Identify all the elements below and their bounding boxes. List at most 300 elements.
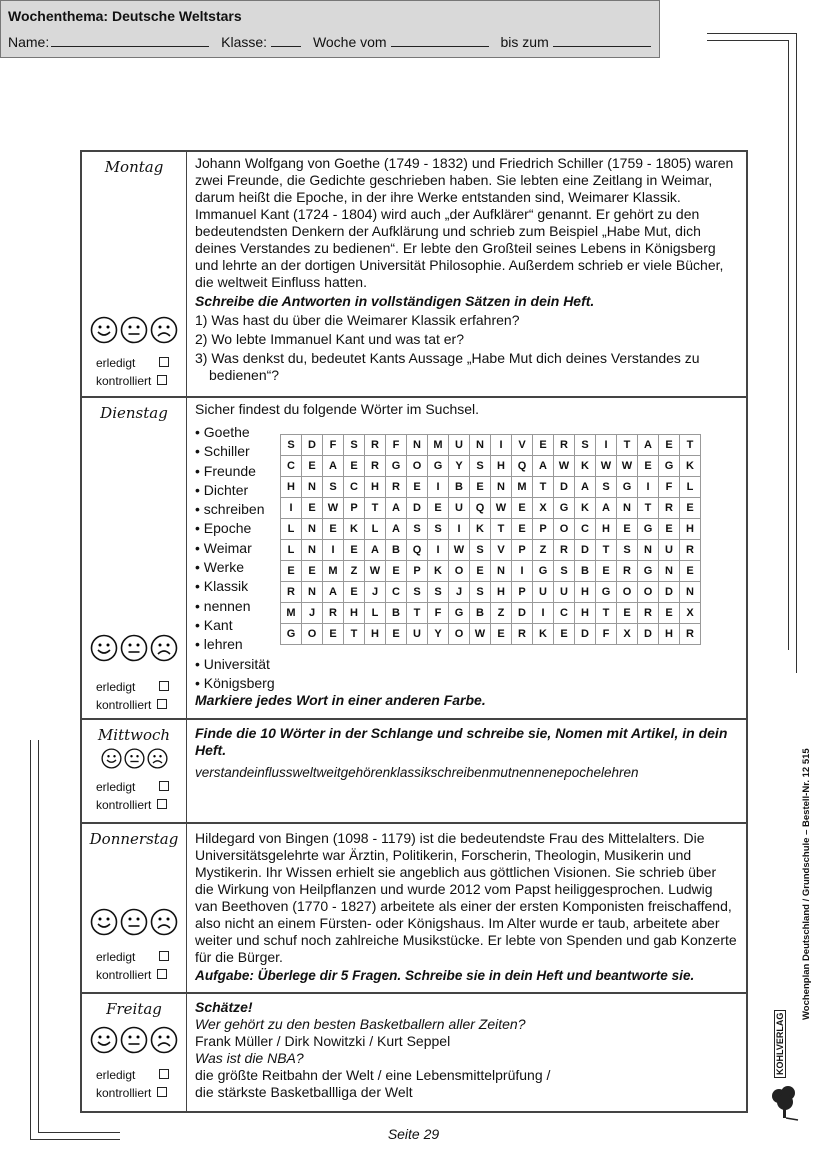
grid-cell[interactable]: I <box>596 435 617 456</box>
grid-cell[interactable]: A <box>386 498 407 519</box>
day-cell <box>82 994 187 1111</box>
grid-cell[interactable]: I <box>449 519 470 540</box>
day-row-dienstag <box>82 398 746 720</box>
grid-cell[interactable]: R <box>554 435 575 456</box>
grid-cell[interactable]: S <box>617 540 638 561</box>
frame-line <box>38 740 39 1132</box>
grid-cell[interactable]: I <box>323 540 344 561</box>
grid-cell[interactable]: N <box>407 435 428 456</box>
status-checkboxes <box>96 1066 169 1102</box>
grid-cell[interactable]: T <box>638 498 659 519</box>
grid-cell[interactable]: E <box>344 456 365 477</box>
publisher-sidebar <box>794 600 814 1020</box>
task-instruction: Finde die 10 Wörter in der Schlange und schreibe sie, Nomen mit Artikel, in dein Heft. <box>195 725 728 758</box>
grid-cell[interactable]: G <box>386 456 407 477</box>
neutral-face-icon[interactable] <box>120 908 148 936</box>
grid-cell[interactable]: T <box>680 435 701 456</box>
smiley-rating <box>82 748 186 774</box>
quiz-question: Wer gehört zu den besten Basketballern aller Zeiten? <box>195 1016 526 1032</box>
grid-cell[interactable]: E <box>680 561 701 582</box>
grid-cell[interactable]: G <box>638 561 659 582</box>
grid-cell[interactable]: T <box>617 435 638 456</box>
grid-cell[interactable]: D <box>638 624 659 645</box>
grid-cell[interactable]: S <box>428 582 449 603</box>
grid-cell[interactable]: S <box>344 435 365 456</box>
status-checkboxes <box>96 948 169 984</box>
bis-label: bis zum <box>500 34 549 50</box>
grid-cell[interactable]: L <box>281 519 302 540</box>
grid-cell[interactable]: K <box>533 624 554 645</box>
grid-cell[interactable]: V <box>491 540 512 561</box>
grid-cell[interactable]: R <box>554 540 575 561</box>
grid-cell[interactable]: E <box>680 498 701 519</box>
grid-row <box>281 582 701 603</box>
day-content <box>187 994 746 1111</box>
grid-cell[interactable]: E <box>554 624 575 645</box>
checked-label: kontrolliert <box>96 698 152 712</box>
word-list-item: • Weimar <box>195 539 252 556</box>
grid-cell[interactable]: N <box>302 540 323 561</box>
grid-cell[interactable]: F <box>659 477 680 498</box>
grid-cell[interactable]: G <box>659 456 680 477</box>
grid-cell[interactable]: E <box>617 519 638 540</box>
word-snake: verstandeinflussweltweitgehörenklassikschreibenmutnennenepochelehren <box>195 765 639 780</box>
sad-face-icon[interactable] <box>150 316 178 344</box>
grid-cell[interactable]: H <box>575 582 596 603</box>
woche-label: Woche vom <box>312 34 387 50</box>
grid-cell[interactable]: N <box>638 540 659 561</box>
grid-cell[interactable]: K <box>428 561 449 582</box>
grid-cell[interactable]: L <box>365 519 386 540</box>
grid-cell[interactable]: E <box>512 519 533 540</box>
grid-cell[interactable]: A <box>323 582 344 603</box>
grid-cell[interactable]: B <box>575 561 596 582</box>
grid-cell[interactable]: F <box>596 624 617 645</box>
grid-cell[interactable]: E <box>470 477 491 498</box>
grid-cell[interactable]: M <box>512 477 533 498</box>
grid-cell[interactable]: E <box>344 582 365 603</box>
grid-cell[interactable]: M <box>281 603 302 624</box>
happy-face-icon[interactable] <box>90 316 118 344</box>
grid-cell[interactable]: S <box>554 561 575 582</box>
grid-cell[interactable]: U <box>659 540 680 561</box>
word-list <box>195 423 275 693</box>
grid-cell[interactable]: D <box>407 498 428 519</box>
reading-text: Hildegard von Bingen (1098 - 1179) ist die bedeutendste Frau des Mittelalters. Die Universitätsgelehrte war Ärztin, Politikerin, Forscherin, Theologin, Musikerin und Mystikerin. Ihr Wissen erhielt sie angeblich aus göttlichen Visionen. Sie schrieb über die Wirkung von Heilpflanzen und wurde 2012 vom Papst heiliggesprochen. Ludwig van Beethoven (1770 - 1827) arbeitete als einer der ersten Komponisten freischaffend, also nicht an einem Fürsten- oder Königshaus. Im Alter wurde er taub, arbeitete aber weiter und schuf noch zahlreiche Musikstücke. Er lebte von Spenden und gab Konzerte für die Bürger. <box>195 830 737 965</box>
grid-cell[interactable]: F <box>386 435 407 456</box>
grid-cell[interactable]: O <box>449 624 470 645</box>
woche-blank[interactable] <box>391 46 489 47</box>
grid-cell[interactable]: J <box>302 603 323 624</box>
week-topic: Wochenthema: Deutsche Weltstars <box>8 8 242 24</box>
grid-cell[interactable]: S <box>470 582 491 603</box>
name-blank[interactable] <box>51 46 209 47</box>
grid-cell[interactable]: T <box>533 477 554 498</box>
grid-cell[interactable]: I <box>638 477 659 498</box>
grid-cell[interactable]: X <box>533 498 554 519</box>
grid-cell[interactable]: M <box>428 435 449 456</box>
task-instruction: Markiere jedes Wort in einer anderen Farbe. <box>195 692 486 708</box>
grid-cell[interactable]: Y <box>449 456 470 477</box>
day-row-freitag <box>82 994 746 1111</box>
smiley-rating <box>82 908 186 941</box>
checked-label: kontrolliert <box>96 374 152 388</box>
grid-cell[interactable]: E <box>659 435 680 456</box>
checked-label: kontrolliert <box>96 798 152 812</box>
grid-cell[interactable]: E <box>470 561 491 582</box>
grid-cell[interactable]: H <box>659 624 680 645</box>
weekly-plan-table <box>80 150 748 1113</box>
grid-cell[interactable]: N <box>470 435 491 456</box>
day-row-donnerstag <box>82 824 746 994</box>
sad-face-icon[interactable] <box>150 908 178 936</box>
grid-cell[interactable]: S <box>407 519 428 540</box>
grid-cell[interactable]: T <box>596 603 617 624</box>
grid-cell[interactable]: F <box>323 435 344 456</box>
day-name: Donnerstag <box>89 830 179 848</box>
word-list-item: • Epoche <box>195 520 252 537</box>
grid-cell[interactable]: E <box>323 624 344 645</box>
grid-cell[interactable]: I <box>428 477 449 498</box>
checked-checkbox[interactable] <box>157 799 167 809</box>
grid-cell[interactable]: R <box>281 582 302 603</box>
grid-cell[interactable]: L <box>680 477 701 498</box>
done-label: erledigt <box>96 680 136 694</box>
grid-cell[interactable]: W <box>449 540 470 561</box>
klasse-blank[interactable] <box>271 46 301 47</box>
grid-cell[interactable]: P <box>344 498 365 519</box>
grid-cell[interactable]: E <box>323 519 344 540</box>
grid-cell[interactable]: E <box>386 561 407 582</box>
happy-face-icon[interactable] <box>90 1026 118 1054</box>
grid-cell[interactable]: H <box>491 456 512 477</box>
grid-cell[interactable]: N <box>302 519 323 540</box>
grid-cell[interactable]: H <box>596 519 617 540</box>
done-checkbox[interactable] <box>159 357 169 367</box>
grid-cell[interactable]: D <box>575 624 596 645</box>
status-checkboxes <box>96 354 169 390</box>
grid-cell[interactable]: E <box>302 456 323 477</box>
sad-face-icon[interactable] <box>150 1026 178 1054</box>
grid-cell[interactable]: A <box>596 498 617 519</box>
grid-cell[interactable]: D <box>554 477 575 498</box>
done-checkbox[interactable] <box>159 781 169 791</box>
grid-cell[interactable]: S <box>323 477 344 498</box>
grid-cell[interactable]: U <box>449 498 470 519</box>
grid-cell[interactable]: O <box>302 624 323 645</box>
grid-cell[interactable]: A <box>386 519 407 540</box>
grid-cell[interactable]: R <box>386 477 407 498</box>
grid-cell[interactable]: C <box>281 456 302 477</box>
grid-cell[interactable]: P <box>512 582 533 603</box>
day-content <box>187 824 746 992</box>
grid-cell[interactable]: Z <box>344 561 365 582</box>
grid-cell[interactable]: Z <box>491 603 512 624</box>
happy-face-icon[interactable] <box>90 908 118 936</box>
grid-cell[interactable]: T <box>407 603 428 624</box>
grid-cell[interactable]: G <box>533 561 554 582</box>
grid-cell[interactable]: U <box>407 624 428 645</box>
grid-cell[interactable]: N <box>491 477 512 498</box>
done-label: erledigt <box>96 356 136 370</box>
day-row-montag <box>82 152 746 398</box>
quiz-options: die größte Reitbahn der Welt / eine Lebensmittelprüfung / <box>195 1067 551 1083</box>
publisher-logo <box>770 1012 802 1124</box>
grid-cell[interactable]: I <box>512 561 533 582</box>
grid-cell[interactable]: D <box>302 435 323 456</box>
happy-face-icon[interactable] <box>101 748 122 769</box>
day-name: Mittwoch <box>97 726 171 744</box>
day-name: Freitag <box>106 1000 162 1018</box>
grid-cell[interactable]: C <box>344 477 365 498</box>
grid-cell[interactable]: D <box>512 603 533 624</box>
grid-cell[interactable]: S <box>407 582 428 603</box>
grid-cell[interactable]: E <box>659 519 680 540</box>
student-info-line <box>8 34 651 50</box>
frame-line <box>707 40 789 41</box>
grid-cell[interactable]: R <box>365 456 386 477</box>
done-checkbox[interactable] <box>159 951 169 961</box>
grid-cell[interactable]: W <box>554 456 575 477</box>
word-list-item: • Klassik <box>195 578 249 595</box>
grid-cell[interactable]: D <box>659 582 680 603</box>
grid-cell[interactable]: J <box>449 582 470 603</box>
grid-cell[interactable]: B <box>386 540 407 561</box>
grid-cell[interactable]: W <box>365 561 386 582</box>
grid-cell[interactable]: B <box>449 477 470 498</box>
grid-cell[interactable]: A <box>533 456 554 477</box>
grid-cell[interactable]: N <box>491 561 512 582</box>
grid-cell[interactable]: E <box>659 603 680 624</box>
grid-cell[interactable]: G <box>554 498 575 519</box>
grid-cell[interactable]: E <box>617 603 638 624</box>
grid-cell[interactable]: E <box>281 561 302 582</box>
grid-cell[interactable]: O <box>617 582 638 603</box>
grid-cell[interactable]: R <box>365 435 386 456</box>
checked-label: kontrolliert <box>96 968 152 982</box>
grid-cell[interactable]: H <box>365 477 386 498</box>
grid-cell[interactable]: E <box>302 498 323 519</box>
day-content <box>187 152 746 396</box>
grid-cell[interactable]: Q <box>407 540 428 561</box>
checked-checkbox[interactable] <box>157 699 167 709</box>
happy-face-icon[interactable] <box>90 634 118 662</box>
sad-face-icon[interactable] <box>147 748 168 769</box>
grid-cell[interactable]: N <box>617 498 638 519</box>
grid-cell[interactable]: R <box>617 561 638 582</box>
word-list-item: • lehren <box>195 636 243 653</box>
quiz-options: die stärkste Basketballliga der Welt <box>195 1084 413 1100</box>
grid-cell[interactable]: K <box>680 456 701 477</box>
neutral-face-icon[interactable] <box>124 748 145 769</box>
done-label: erledigt <box>96 780 136 794</box>
day-cell <box>82 720 187 822</box>
reading-text: Johann Wolfgang von Goethe (1749 - 1832) und Friedrich Schiller (1759 - 1805) waren zwei Freunde, die Gedichte geschrieben haben. Sie lebten eine Zeitlang in Weimar, darum heißt die Epoche, in der ihre Werke entstanden sind, Weimarer Klassik. Immanuel Kant (1724 - 1804) wird auch „der Aufklärer“ genannt. Er gehört zu den bedeutendsten Denkern der Aufklärung und schrieb zum Beispiel „Habe Mut, dich deines Verstandes zu bedienen“. Er lebte den Großteil seines Lebens in Königsberg und lehrte an der dortigen Universität Philosophie. Außerdem schrieb er viele Bücher, die weltweit Einfluss hatten. <box>195 155 734 290</box>
page-number: Seite 29 <box>387 1126 440 1142</box>
grid-cell[interactable]: E <box>512 498 533 519</box>
grid-cell[interactable]: D <box>575 540 596 561</box>
grid-cell[interactable]: E <box>596 561 617 582</box>
grid-cell[interactable]: G <box>449 603 470 624</box>
grid-cell[interactable]: Q <box>470 498 491 519</box>
grid-cell[interactable]: U <box>533 582 554 603</box>
grid-cell[interactable]: E <box>302 561 323 582</box>
grid-cell[interactable]: P <box>533 519 554 540</box>
grid-cell[interactable]: W <box>470 624 491 645</box>
grid-row <box>281 519 701 540</box>
grid-cell[interactable]: T <box>344 624 365 645</box>
grid-cell[interactable]: K <box>575 498 596 519</box>
grid-cell[interactable]: W <box>491 498 512 519</box>
neutral-face-icon[interactable] <box>120 1026 148 1054</box>
grid-cell[interactable]: N <box>659 561 680 582</box>
grid-cell[interactable]: A <box>365 540 386 561</box>
grid-cell[interactable]: K <box>575 456 596 477</box>
word-list-item: • Kant <box>195 616 233 633</box>
grid-cell[interactable]: E <box>428 498 449 519</box>
grid-cell[interactable]: U <box>554 582 575 603</box>
grid-cell[interactable]: R <box>512 624 533 645</box>
grid-cell[interactable]: R <box>659 498 680 519</box>
grid-cell[interactable]: O <box>554 519 575 540</box>
grid-cell[interactable]: E <box>344 540 365 561</box>
grid-cell[interactable]: R <box>680 540 701 561</box>
word-list-item: • Dichter <box>195 481 249 498</box>
frame-line <box>796 33 797 673</box>
grid-cell[interactable]: V <box>512 435 533 456</box>
grid-cell[interactable]: T <box>365 498 386 519</box>
grid-cell[interactable]: O <box>449 561 470 582</box>
grid-cell[interactable]: W <box>596 456 617 477</box>
grid-cell[interactable]: I <box>281 498 302 519</box>
grid-cell[interactable]: N <box>680 582 701 603</box>
grid-cell[interactable]: R <box>323 603 344 624</box>
grid-cell[interactable]: A <box>323 456 344 477</box>
day-content <box>187 720 746 822</box>
checked-checkbox[interactable] <box>157 969 167 979</box>
grid-cell[interactable]: G <box>617 477 638 498</box>
grid-cell[interactable]: N <box>302 477 323 498</box>
publisher-name: KOHLVERLAG <box>774 1010 786 1078</box>
grid-cell[interactable]: S <box>596 477 617 498</box>
grid-cell[interactable]: T <box>491 519 512 540</box>
grid-cell[interactable]: C <box>386 582 407 603</box>
grid-cell[interactable]: Q <box>512 456 533 477</box>
grid-cell[interactable]: H <box>365 624 386 645</box>
grid-cell[interactable]: H <box>491 582 512 603</box>
grid-row <box>281 603 701 624</box>
grid-cell[interactable]: E <box>491 624 512 645</box>
grid-cell[interactable]: O <box>638 582 659 603</box>
grid-cell[interactable]: O <box>407 456 428 477</box>
grid-cell[interactable]: Y <box>428 624 449 645</box>
grid-cell[interactable]: K <box>344 519 365 540</box>
grid-cell[interactable]: A <box>638 435 659 456</box>
grid-cell[interactable]: I <box>491 435 512 456</box>
grid-cell[interactable]: G <box>596 582 617 603</box>
grid-row <box>281 435 701 456</box>
grid-cell[interactable]: G <box>281 624 302 645</box>
day-row-mittwoch <box>82 720 746 824</box>
grid-cell[interactable]: H <box>281 477 302 498</box>
day-cell <box>82 152 187 396</box>
grid-cell[interactable]: Z <box>533 540 554 561</box>
grid-cell[interactable]: L <box>365 603 386 624</box>
grid-cell[interactable]: K <box>470 519 491 540</box>
task-instruction: Schreibe die Antworten in vollständigen Sätzen in dein Heft. <box>195 293 595 309</box>
checked-checkbox[interactable] <box>157 375 167 385</box>
grid-cell[interactable]: F <box>428 603 449 624</box>
question-list <box>195 312 738 384</box>
word-list-item: • Königsberg <box>195 674 275 691</box>
grid-cell[interactable]: L <box>281 540 302 561</box>
list-item: 2) Wo lebte Immanuel Kant und was tat er? <box>195 331 464 347</box>
grid-cell[interactable]: I <box>428 540 449 561</box>
day-content <box>187 398 746 718</box>
grid-cell[interactable]: E <box>638 456 659 477</box>
neutral-face-icon[interactable] <box>120 634 148 662</box>
grid-cell[interactable]: B <box>470 603 491 624</box>
grid-cell[interactable]: P <box>407 561 428 582</box>
word-list-item: • schreiben <box>195 501 265 518</box>
task-instruction: Aufgabe: Überlege dir 5 Fragen. Schreibe sie in dein Heft und beantworte sie. <box>195 968 695 983</box>
bis-blank[interactable] <box>553 46 651 47</box>
status-checkboxes <box>96 678 169 714</box>
grid-cell[interactable]: W <box>323 498 344 519</box>
grid-cell[interactable]: U <box>449 435 470 456</box>
grid-cell[interactable]: H <box>344 603 365 624</box>
grid-cell[interactable]: E <box>386 624 407 645</box>
grid-cell[interactable]: X <box>680 603 701 624</box>
grid-cell[interactable]: A <box>575 477 596 498</box>
checked-checkbox[interactable] <box>157 1087 167 1097</box>
grid-cell[interactable]: E <box>533 435 554 456</box>
grid-cell[interactable]: R <box>638 603 659 624</box>
word-list-item: • Universität <box>195 655 270 672</box>
grid-cell[interactable]: M <box>323 561 344 582</box>
grid-cell[interactable]: C <box>554 603 575 624</box>
grid-cell[interactable]: R <box>680 624 701 645</box>
grid-cell[interactable]: C <box>575 519 596 540</box>
grid-cell[interactable]: S <box>428 519 449 540</box>
grid-cell[interactable]: E <box>407 477 428 498</box>
sad-face-icon[interactable] <box>150 634 178 662</box>
grid-cell[interactable]: H <box>680 519 701 540</box>
grid-cell[interactable]: G <box>428 456 449 477</box>
grid-cell[interactable]: S <box>470 456 491 477</box>
grid-cell[interactable]: X <box>617 624 638 645</box>
grid-row <box>281 540 701 561</box>
grid-cell[interactable]: N <box>302 582 323 603</box>
grid-cell[interactable]: H <box>575 603 596 624</box>
grid-cell[interactable]: J <box>365 582 386 603</box>
neutral-face-icon[interactable] <box>120 316 148 344</box>
grid-cell[interactable]: P <box>512 540 533 561</box>
grid-cell[interactable]: G <box>638 519 659 540</box>
grid-cell[interactable]: I <box>533 603 554 624</box>
grid-cell[interactable]: W <box>617 456 638 477</box>
task-title: Schätze! <box>195 999 253 1015</box>
done-checkbox[interactable] <box>159 1069 169 1079</box>
grid-cell[interactable]: S <box>470 540 491 561</box>
quiz-question: Was ist die NBA? <box>195 1050 304 1066</box>
grid-cell[interactable]: B <box>386 603 407 624</box>
grid-row <box>281 456 701 477</box>
done-checkbox[interactable] <box>159 681 169 691</box>
grid-cell[interactable]: S <box>575 435 596 456</box>
grid-cell[interactable]: T <box>596 540 617 561</box>
grid-cell[interactable]: S <box>281 435 302 456</box>
